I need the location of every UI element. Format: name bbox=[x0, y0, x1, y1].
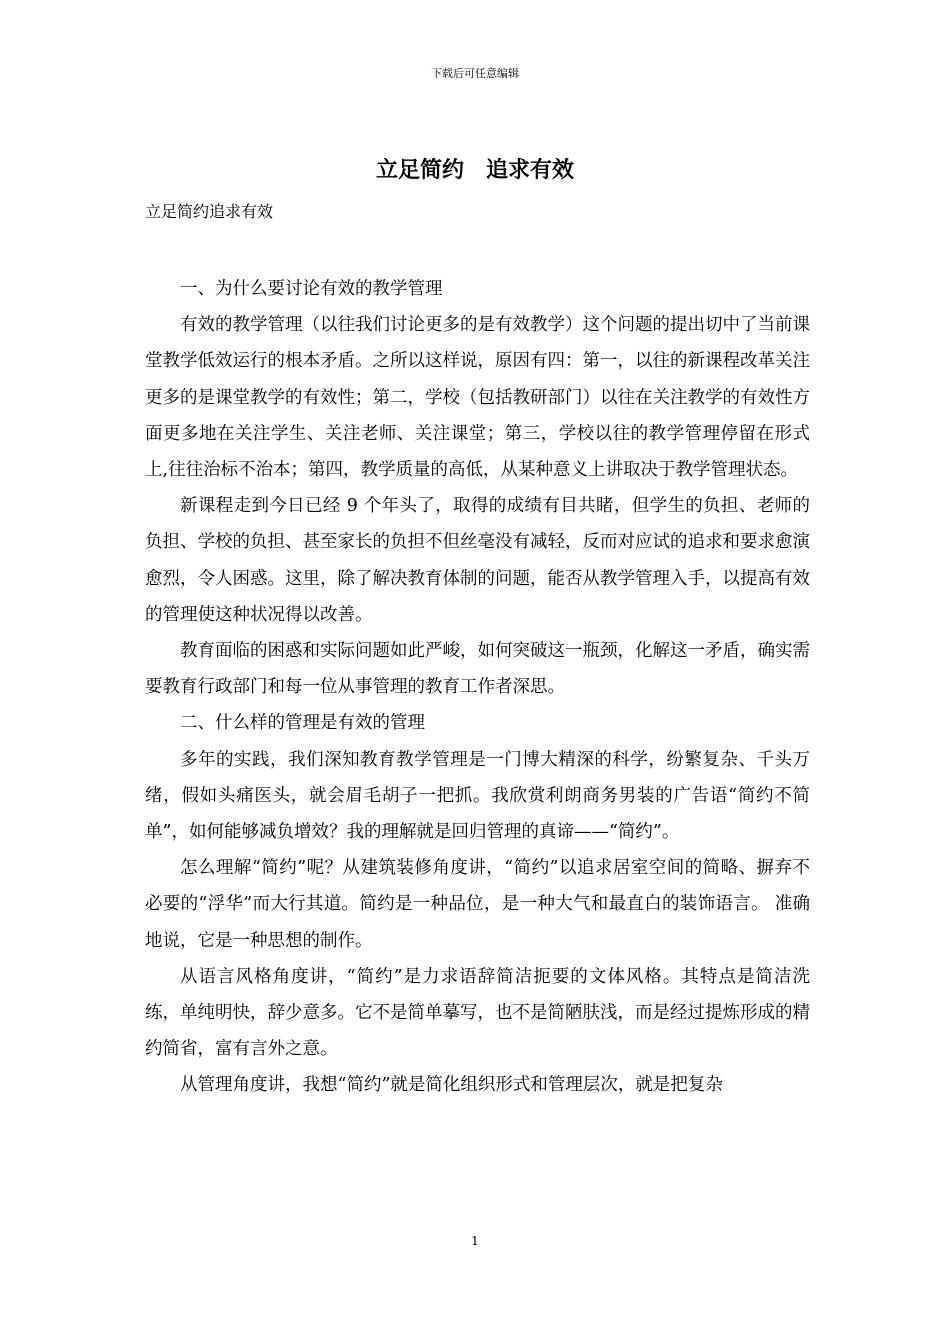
document-body bbox=[145, 271, 810, 1104]
paragraph: 怎么理解“简约”呢？从建筑装修角度讲，“简约”以追求居室空间的简略、摒弃不必要的“浮华”而大行其道。简约是一种品位，是一种大气和最直白的装饰语言。 准确地说，它是一种思想的制作。 bbox=[145, 858, 810, 951]
paragraph: 有效的教学管理（以往我们讨论更多的是有效教学）这个问题的提出切中了当前课堂教学低效运行的根本矛盾。之所以这样说，原因有四：第一，以往的新课程改革关注更多的是课堂教学的有效性；第二，学校（包括教研部门）以往在关注教学的有效性方面更多地在关注学生、关注老师、关注课堂；第三，学校以往的教学管理停留在形式上,往往治标不治本；第四，教学质量的高低，从某种意义上讲取决于教学管理状态。 bbox=[145, 315, 810, 481]
section-heading-1: 一、为什么要讨论有效的教学管理 bbox=[180, 279, 443, 299]
header-text: 下载后可任意编辑 bbox=[431, 67, 519, 80]
page-header bbox=[0, 66, 950, 82]
document-subtitle: 立足简约追求有效 bbox=[145, 202, 274, 221]
section-heading-2: 二、什么样的管理是有效的管理 bbox=[180, 713, 425, 734]
paragraph: 教育面临的困惑和实际问题如此严峻，如何突破这一瓶颈，化解这一矛盾，确实需要教育行政部门和每一位从事管理的教育工作者深思。 bbox=[145, 641, 810, 698]
page-number: 1 bbox=[471, 1234, 479, 1248]
page-footer bbox=[0, 1233, 950, 1249]
paragraph: 从管理角度讲，我想“简约”就是简化组织形式和管理层次，就是把复杂 bbox=[180, 1075, 723, 1096]
document-title: 立足简约 追求有效 bbox=[375, 157, 574, 183]
paragraph: 新课程走到今日已经 9 个年头了，取得的成绩有目共睹，但学生的负担、老师的负担、学校的负担、甚至家长的负担不但丝毫没有减轻，反而对应试的追求和要求愈演愈烈，令人困惑。这里，除了解决教育体制的问题，能否从教学管理入手，以提高有效的管理使这种状况得以改善。 bbox=[145, 496, 810, 625]
paragraph: 从语言风格角度讲，“简约”是力求语辞简洁扼要的文体风格。其特点是简洁洗练，单纯明快，辞少意多。它不是简单摹写，也不是简陋肤浅，而是经过提炼形成的精约简省，富有言外之意。 bbox=[145, 966, 810, 1060]
paragraph: 多年的实践，我们深知教育教学管理是一门博大精深的科学，纷繁复杂、千头万绪，假如头痛医头，就会眉毛胡子一把抓。我欣赏利朗商务男装的广告语“简约不简单”，如何能够减负增效？我的理解就是回归管理的真谛——“简约”。 bbox=[145, 749, 810, 843]
